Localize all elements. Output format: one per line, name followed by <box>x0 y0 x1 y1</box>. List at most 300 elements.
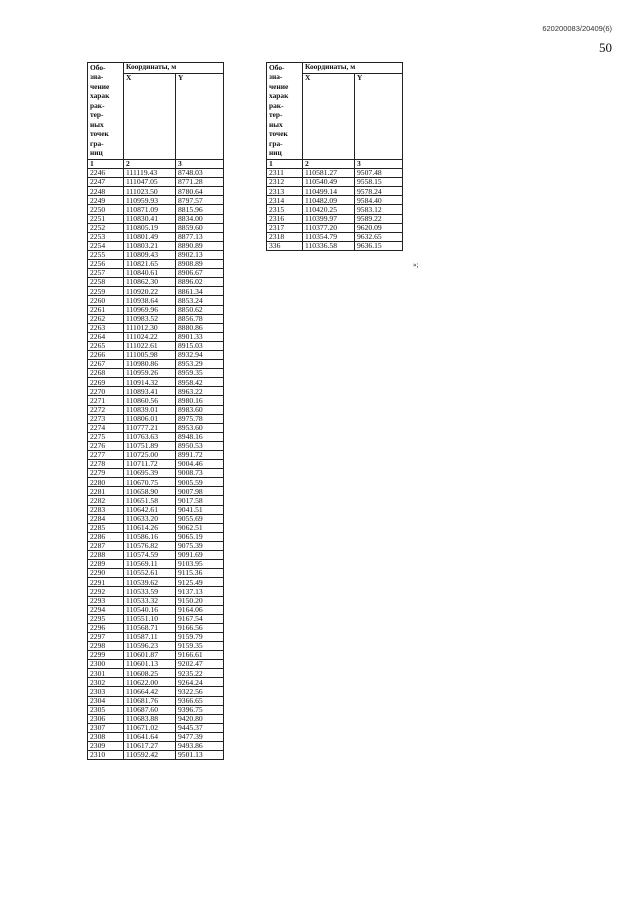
coord-y: 9055.69 <box>176 514 224 523</box>
coord-x: 110614.26 <box>124 523 176 532</box>
y-header: Y <box>355 74 403 160</box>
point-id: 2250 <box>88 205 124 214</box>
point-id: 2270 <box>88 387 124 396</box>
point-id: 2271 <box>88 396 124 405</box>
designation-header-line: ных <box>90 119 104 129</box>
table-row <box>88 687 224 696</box>
table-row <box>88 487 224 496</box>
point-id: 2280 <box>88 478 124 487</box>
table-row <box>267 178 403 187</box>
coord-x: 110399.97 <box>303 214 355 223</box>
coord-y: 8890.89 <box>176 241 224 250</box>
coord-y: 9004.46 <box>176 460 224 469</box>
point-id: 2292 <box>88 587 124 596</box>
point-id: 2295 <box>88 614 124 623</box>
table-row <box>267 205 403 214</box>
table-row <box>88 214 224 223</box>
table-row <box>267 187 403 196</box>
coord-x: 110980.86 <box>124 360 176 369</box>
coord-x: 110670.75 <box>124 478 176 487</box>
coord-y: 8902.13 <box>176 250 224 259</box>
document-id: 620200083/20409(6) <box>542 24 612 33</box>
designation-header <box>88 63 124 160</box>
point-id: 2291 <box>88 578 124 587</box>
coord-x: 110499.14 <box>303 187 355 196</box>
coord-x: 110711.72 <box>124 460 176 469</box>
point-id: 2299 <box>88 651 124 660</box>
point-id: 2253 <box>88 232 124 241</box>
point-id: 2263 <box>88 323 124 332</box>
coord-y: 9125.49 <box>176 578 224 587</box>
table-row <box>88 269 224 278</box>
point-id: 2278 <box>88 460 124 469</box>
coord-y: 8963.22 <box>176 387 224 396</box>
coord-y: 9007.98 <box>176 487 224 496</box>
coord-x: 110586.16 <box>124 532 176 541</box>
coord-y: 9507.48 <box>355 169 403 178</box>
coord-x: 110777.21 <box>124 423 176 432</box>
point-id: 2315 <box>267 205 303 214</box>
coord-y: 8861.34 <box>176 287 224 296</box>
x-header: X <box>124 74 176 160</box>
table-row <box>88 551 224 560</box>
coord-y: 8834.00 <box>176 214 224 223</box>
coord-x: 110596.23 <box>124 641 176 650</box>
coordinates-header: Координаты, м <box>303 63 403 74</box>
table-row <box>88 332 224 341</box>
table-row <box>88 260 224 269</box>
coord-x: 110671.02 <box>124 723 176 732</box>
table-row <box>88 696 224 705</box>
coord-x: 110592.42 <box>124 751 176 760</box>
coord-x: 110354.79 <box>303 232 355 241</box>
table-row <box>88 651 224 660</box>
coord-x: 110540.16 <box>124 605 176 614</box>
designation-header-line: чение <box>269 81 289 91</box>
point-id: 2288 <box>88 551 124 560</box>
coord-y: 9578.24 <box>355 187 403 196</box>
coord-x: 110959.26 <box>124 369 176 378</box>
coord-y: 8877.13 <box>176 232 224 241</box>
coord-x: 110601.13 <box>124 660 176 669</box>
table-row <box>88 232 224 241</box>
point-id: 2307 <box>88 723 124 732</box>
point-id: 2283 <box>88 505 124 514</box>
coord-y: 9166.61 <box>176 651 224 660</box>
coord-y: 9159.79 <box>176 632 224 641</box>
coord-x: 110568.71 <box>124 623 176 632</box>
coord-y: 8948.16 <box>176 432 224 441</box>
coord-x: 111005.98 <box>124 350 176 359</box>
point-id: 2290 <box>88 569 124 578</box>
table-row <box>88 614 224 623</box>
column-index: 1 <box>267 160 303 169</box>
coord-x: 110482.09 <box>303 196 355 205</box>
coord-y: 9008.73 <box>176 469 224 478</box>
coord-x: 110641.64 <box>124 732 176 741</box>
coord-y: 9420.80 <box>176 714 224 723</box>
coord-x: 110806.01 <box>124 414 176 423</box>
coord-x: 110377.20 <box>303 223 355 232</box>
coord-y: 9632.65 <box>355 232 403 241</box>
coord-y: 8980.16 <box>176 396 224 405</box>
coord-x: 110533.32 <box>124 596 176 605</box>
coord-x: 110969.96 <box>124 305 176 314</box>
coordinates-table-left <box>87 62 224 760</box>
point-id: 2308 <box>88 732 124 741</box>
coord-x: 110681.76 <box>124 696 176 705</box>
coord-y: 9584.40 <box>355 196 403 205</box>
point-id: 2279 <box>88 469 124 478</box>
coord-x: 110683.88 <box>124 714 176 723</box>
table-row <box>88 641 224 650</box>
coord-x: 110805.19 <box>124 223 176 232</box>
designation-header-line: гра- <box>269 138 283 148</box>
coord-x: 110633.20 <box>124 514 176 523</box>
table-row <box>88 460 224 469</box>
table-row <box>88 396 224 405</box>
coord-y: 8906.67 <box>176 269 224 278</box>
point-id: 336 <box>267 241 303 250</box>
table-row <box>88 660 224 669</box>
coord-x: 111119.43 <box>124 169 176 178</box>
table-row <box>88 496 224 505</box>
coord-x: 110651.58 <box>124 496 176 505</box>
table-row <box>88 423 224 432</box>
column-index: 1 <box>88 160 124 169</box>
coord-x: 110821.65 <box>124 260 176 269</box>
point-id: 2287 <box>88 541 124 550</box>
coord-y: 9264.24 <box>176 678 224 687</box>
designation-header-line: точек <box>269 129 288 139</box>
point-id: 2272 <box>88 405 124 414</box>
point-id: 2316 <box>267 214 303 223</box>
coordinates-table-right <box>266 62 403 251</box>
table-row <box>88 323 224 332</box>
coord-x: 110751.89 <box>124 441 176 450</box>
coord-x: 110803.21 <box>124 241 176 250</box>
point-id: 2305 <box>88 705 124 714</box>
column-index: 3 <box>355 160 403 169</box>
y-header: Y <box>176 74 224 160</box>
point-id: 2249 <box>88 196 124 205</box>
point-id: 2309 <box>88 742 124 751</box>
designation-header-line: точек <box>90 129 109 139</box>
coord-y: 9075.39 <box>176 541 224 550</box>
coord-x: 110617.27 <box>124 742 176 751</box>
coord-x: 110622.00 <box>124 678 176 687</box>
coord-y: 8797.57 <box>176 196 224 205</box>
coord-x: 111047.05 <box>124 178 176 187</box>
designation-header-line: гра- <box>90 138 104 148</box>
coord-x: 110959.93 <box>124 196 176 205</box>
table-row <box>88 587 224 596</box>
table-row <box>88 296 224 305</box>
coord-x: 110533.59 <box>124 587 176 596</box>
coord-x: 110576.82 <box>124 541 176 550</box>
coord-x: 111024.22 <box>124 332 176 341</box>
coord-x: 111012.30 <box>124 323 176 332</box>
point-id: 2301 <box>88 669 124 678</box>
coord-x: 111022.61 <box>124 341 176 350</box>
coord-y: 8856.78 <box>176 314 224 323</box>
x-header: X <box>303 74 355 160</box>
designation-header-line: рак- <box>269 100 284 110</box>
coord-y: 8853.24 <box>176 296 224 305</box>
designation-header-line: тер- <box>269 110 283 120</box>
coord-x: 110551.10 <box>124 614 176 623</box>
point-id: 2266 <box>88 350 124 359</box>
table-row <box>88 205 224 214</box>
coord-y: 8780.64 <box>176 187 224 196</box>
point-id: 2284 <box>88 514 124 523</box>
coord-y: 8975.78 <box>176 414 224 423</box>
coord-y: 8908.89 <box>176 260 224 269</box>
point-id: 2269 <box>88 378 124 387</box>
table-row <box>88 305 224 314</box>
coord-y: 8983.60 <box>176 405 224 414</box>
point-id: 2255 <box>88 250 124 259</box>
table-row <box>88 387 224 396</box>
table-row <box>88 532 224 541</box>
table-row <box>88 578 224 587</box>
point-id: 2262 <box>88 314 124 323</box>
coord-y: 9017.58 <box>176 496 224 505</box>
designation-header-line: чение <box>90 81 110 91</box>
coordinates-header: Координаты, м <box>124 63 224 74</box>
coord-y: 8991.72 <box>176 451 224 460</box>
point-id: 2281 <box>88 487 124 496</box>
table-row <box>88 187 224 196</box>
table-row <box>88 250 224 259</box>
coord-y: 9062.51 <box>176 523 224 532</box>
table-row <box>88 751 224 760</box>
table-row <box>267 214 403 223</box>
point-id: 2259 <box>88 287 124 296</box>
point-id: 2294 <box>88 605 124 614</box>
coord-x: 110920.22 <box>124 287 176 296</box>
coord-x: 110830.41 <box>124 214 176 223</box>
coord-y: 9164.06 <box>176 605 224 614</box>
point-id: 2296 <box>88 623 124 632</box>
table-row <box>267 169 403 178</box>
table-row <box>88 560 224 569</box>
point-id: 2317 <box>267 223 303 232</box>
designation-header-line: ниц <box>269 148 282 158</box>
point-id: 2246 <box>88 169 124 178</box>
point-id: 2254 <box>88 241 124 250</box>
coord-x: 110763.63 <box>124 432 176 441</box>
coord-y: 9103.95 <box>176 560 224 569</box>
table-row <box>88 678 224 687</box>
table-row <box>88 196 224 205</box>
coord-y: 9445.37 <box>176 723 224 732</box>
table-row <box>88 360 224 369</box>
point-id: 2260 <box>88 296 124 305</box>
table-row <box>88 314 224 323</box>
designation-header-line: харак <box>269 91 289 101</box>
point-id: 2298 <box>88 641 124 650</box>
trailing-mark: »; <box>413 261 419 269</box>
table-row <box>88 541 224 550</box>
coord-y: 9235.22 <box>176 669 224 678</box>
point-id: 2312 <box>267 178 303 187</box>
table-row <box>88 341 224 350</box>
point-id: 2274 <box>88 423 124 432</box>
coord-x: 110540.49 <box>303 178 355 187</box>
table-row <box>88 469 224 478</box>
column-index: 2 <box>303 160 355 169</box>
point-id: 2248 <box>88 187 124 196</box>
coord-y: 9091.69 <box>176 551 224 560</box>
coord-x: 110539.62 <box>124 578 176 587</box>
table-row <box>88 241 224 250</box>
table-row <box>88 732 224 741</box>
coord-x: 110658.90 <box>124 487 176 496</box>
point-id: 2251 <box>88 214 124 223</box>
table-row <box>88 596 224 605</box>
coord-y: 8953.29 <box>176 360 224 369</box>
designation-header-line: ниц <box>90 148 103 158</box>
table-row <box>88 350 224 359</box>
coord-y: 8959.35 <box>176 369 224 378</box>
coord-y: 9366.65 <box>176 696 224 705</box>
coord-x: 110581.27 <box>303 169 355 178</box>
table-row <box>267 232 403 241</box>
coord-y: 9137.13 <box>176 587 224 596</box>
point-id: 2297 <box>88 632 124 641</box>
point-id: 2252 <box>88 223 124 232</box>
coord-x: 110574.59 <box>124 551 176 560</box>
designation-header-line: тер- <box>90 110 104 120</box>
coord-x: 110569.11 <box>124 560 176 569</box>
coord-y: 9065.19 <box>176 532 224 541</box>
point-id: 2285 <box>88 523 124 532</box>
coord-x: 110801.49 <box>124 232 176 241</box>
point-id: 2275 <box>88 432 124 441</box>
point-id: 2300 <box>88 660 124 669</box>
table-row <box>267 241 403 250</box>
coord-x: 110914.32 <box>124 378 176 387</box>
table-row <box>88 378 224 387</box>
coord-y: 9322.56 <box>176 687 224 696</box>
coord-x: 110893.41 <box>124 387 176 396</box>
table-row <box>88 714 224 723</box>
table-row <box>88 742 224 751</box>
coord-x: 110608.25 <box>124 669 176 678</box>
table-row <box>267 223 403 232</box>
table-row <box>88 505 224 514</box>
designation-header-line: зна- <box>90 72 104 82</box>
point-id: 2306 <box>88 714 124 723</box>
coord-y: 9589.22 <box>355 214 403 223</box>
point-id: 2257 <box>88 269 124 278</box>
coord-x: 110642.61 <box>124 505 176 514</box>
coord-y: 8748.03 <box>176 169 224 178</box>
designation-header <box>267 63 303 160</box>
table-row <box>88 441 224 450</box>
coord-y: 9493.86 <box>176 742 224 751</box>
designation-header-line: Обо- <box>90 63 106 72</box>
page-number: 50 <box>599 40 612 55</box>
coord-x: 110839.01 <box>124 405 176 414</box>
coord-y: 9005.59 <box>176 478 224 487</box>
coord-y: 9167.54 <box>176 614 224 623</box>
coord-y: 9501.13 <box>176 751 224 760</box>
point-id: 2282 <box>88 496 124 505</box>
coord-y: 8901.33 <box>176 332 224 341</box>
coord-y: 8880.86 <box>176 323 224 332</box>
coord-x: 110725.00 <box>124 451 176 460</box>
point-id: 2311 <box>267 169 303 178</box>
coord-y: 9583.12 <box>355 205 403 214</box>
table-row <box>88 514 224 523</box>
table-row <box>88 478 224 487</box>
coord-x: 110871.09 <box>124 205 176 214</box>
table-row <box>88 632 224 641</box>
point-id: 2302 <box>88 678 124 687</box>
point-id: 2267 <box>88 360 124 369</box>
point-id: 2261 <box>88 305 124 314</box>
table-row <box>88 569 224 578</box>
coord-x: 110687.60 <box>124 705 176 714</box>
coord-y: 9041.51 <box>176 505 224 514</box>
coord-y: 9166.56 <box>176 623 224 632</box>
coord-x: 110664.42 <box>124 687 176 696</box>
coord-y: 8771.28 <box>176 178 224 187</box>
point-id: 2268 <box>88 369 124 378</box>
table-row <box>88 705 224 714</box>
table-row <box>88 414 224 423</box>
point-id: 2273 <box>88 414 124 423</box>
table-row <box>267 196 403 205</box>
coord-y: 9396.75 <box>176 705 224 714</box>
coord-x: 110840.61 <box>124 269 176 278</box>
point-id: 2304 <box>88 696 124 705</box>
coord-x: 110695.39 <box>124 469 176 478</box>
coord-y: 8915.03 <box>176 341 224 350</box>
point-id: 2277 <box>88 451 124 460</box>
table-row <box>88 223 224 232</box>
coord-y: 9202.47 <box>176 660 224 669</box>
table-row <box>88 278 224 287</box>
point-id: 2256 <box>88 260 124 269</box>
coord-x: 110983.52 <box>124 314 176 323</box>
coord-x: 110860.56 <box>124 396 176 405</box>
table-row <box>88 723 224 732</box>
table-row <box>88 623 224 632</box>
coord-y: 9620.09 <box>355 223 403 232</box>
point-id: 2264 <box>88 332 124 341</box>
coord-y: 9636.15 <box>355 241 403 250</box>
table-row <box>88 451 224 460</box>
coord-y: 8932.94 <box>176 350 224 359</box>
point-id: 2303 <box>88 687 124 696</box>
designation-header-line: харак <box>90 91 110 101</box>
coord-x: 110552.61 <box>124 569 176 578</box>
point-id: 2314 <box>267 196 303 205</box>
point-id: 2289 <box>88 560 124 569</box>
point-id: 2313 <box>267 187 303 196</box>
coord-y: 9477.39 <box>176 732 224 741</box>
coord-x: 110587.11 <box>124 632 176 641</box>
designation-header-line: Обо- <box>269 63 285 72</box>
point-id: 2286 <box>88 532 124 541</box>
point-id: 2318 <box>267 232 303 241</box>
designation-header-line: зна- <box>269 72 283 82</box>
table-row <box>88 369 224 378</box>
coord-y: 8958.42 <box>176 378 224 387</box>
